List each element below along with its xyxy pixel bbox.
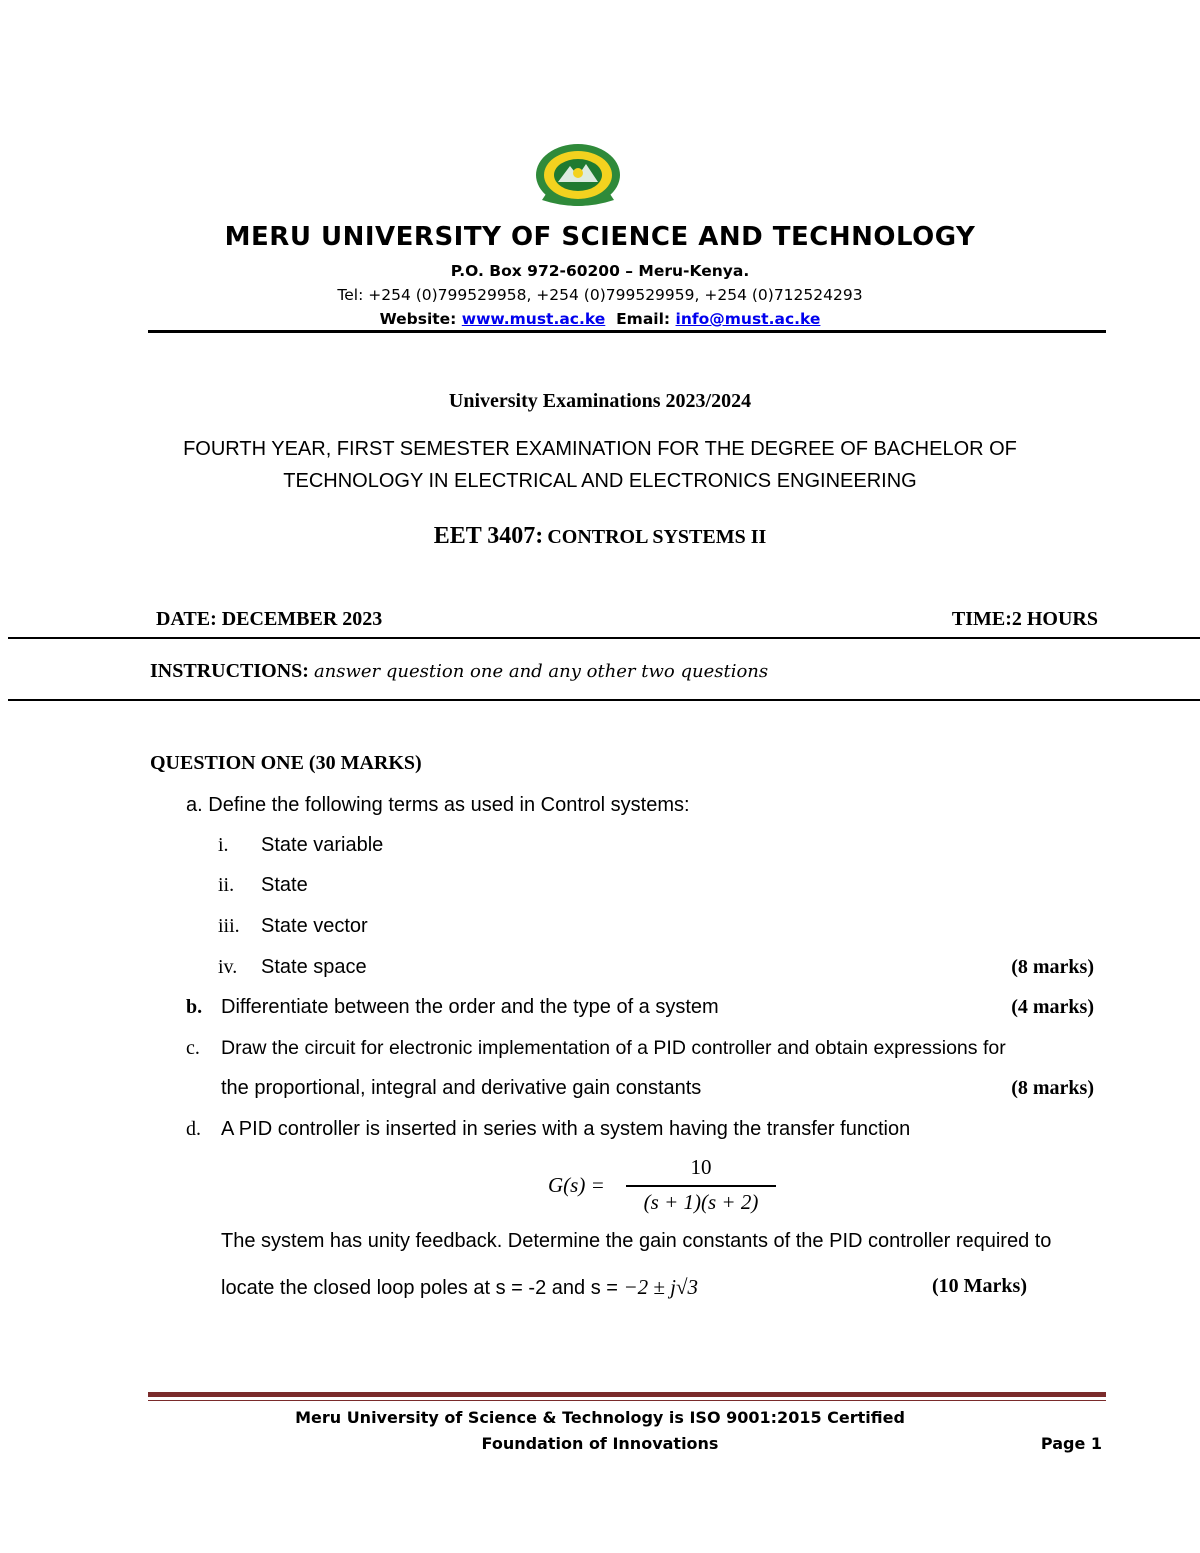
list-item-text: State vector xyxy=(261,915,368,937)
course-title: CONTROL SYSTEMS II xyxy=(547,526,767,548)
question-b-label: b. xyxy=(186,996,203,1018)
course-code: EET 3407: xyxy=(433,523,544,549)
university-crest-icon xyxy=(528,142,628,214)
instructions-divider xyxy=(8,699,1200,701)
instructions-label: INSTRUCTIONS: xyxy=(150,660,309,682)
question-a xyxy=(186,794,690,817)
email-label: Email: xyxy=(616,310,671,328)
program-line-1: FOURTH YEAR, FIRST SEMESTER EXAMINATION FOR THE DEGREE OF BACHELOR OF xyxy=(183,438,1017,460)
question-c-label: c. xyxy=(186,1037,200,1059)
exam-time: TIME:2 HOURS xyxy=(951,608,1098,630)
footer-divider-thick xyxy=(148,1392,1106,1397)
program-line-2: TECHNOLOGY IN ELECTRICAL AND ELECTRONICS ENGINEERING xyxy=(283,470,917,492)
website-link[interactable]: www.must.ac.ke xyxy=(461,310,606,328)
list-item-text: State variable xyxy=(261,834,384,856)
question-a-label: a. xyxy=(186,794,203,816)
footer-divider-thin xyxy=(148,1400,1106,1401)
website-label: Website: xyxy=(379,310,457,328)
course-title-line xyxy=(0,523,1200,550)
list-item: iii. xyxy=(218,915,240,937)
contact-line xyxy=(0,310,1200,328)
list-item: i. xyxy=(218,834,229,856)
page-number: Page 1 xyxy=(1040,1434,1102,1453)
question-d-label: d. xyxy=(186,1118,201,1140)
question-d-line-2: The system has unity feedback. Determine the gain constants of the PID controller required to xyxy=(221,1230,1052,1252)
exam-date: DATE: DECEMBER 2023 xyxy=(156,608,383,630)
list-item-text: State space xyxy=(261,956,367,978)
header-divider xyxy=(148,330,1106,333)
formula-denominator: (s + 1)(s + 2) xyxy=(643,1190,759,1214)
formula-numerator: 10 xyxy=(690,1155,712,1179)
email-link[interactable]: info@must.ac.ke xyxy=(675,310,821,328)
list-item: iv. xyxy=(218,956,238,978)
question-d-text: A PID controller is inserted in series with a system having the transfer function xyxy=(221,1118,911,1140)
footer-motto: Foundation of Innovations xyxy=(481,1434,719,1453)
pole-expression: −2 ± j√3 xyxy=(623,1275,699,1299)
footer-iso: Meru University of Science & Technology is ISO 9001:2015 Certified xyxy=(295,1408,905,1427)
fraction-bar xyxy=(626,1185,776,1187)
question-b-marks: (4 marks) xyxy=(1011,996,1094,1018)
question-c-line-2: the proportional, integral and derivative gain constants xyxy=(221,1077,702,1099)
question-c-marks: (8 marks) xyxy=(1011,1077,1094,1099)
exam-session: University Examinations 2023/2024 xyxy=(448,390,752,412)
instructions xyxy=(150,660,768,683)
university-name: MERU UNIVERSITY OF SCIENCE AND TECHNOLOGY xyxy=(224,222,976,252)
question-b-text: Differentiate between the order and the type of a system xyxy=(221,996,719,1018)
date-divider xyxy=(8,637,1200,639)
question-d-line-3-text: locate the closed loop poles at s = -2 and s = xyxy=(221,1277,624,1299)
formula-lhs: G(s) = xyxy=(548,1173,605,1197)
question-c-line-1: Draw the circuit for electronic implementation of a PID controller and obtain expressions for xyxy=(221,1037,1006,1059)
list-item-text: State xyxy=(261,874,308,896)
question-a-text: Define the following terms as used in Control systems: xyxy=(208,794,690,816)
question-a-marks: (8 marks) xyxy=(1011,956,1094,978)
instructions-text: answer question one and any other two questions xyxy=(313,661,769,682)
po-box: P.O. Box 972-60200 – Meru-Kenya. xyxy=(450,262,750,280)
question-d-line-3 xyxy=(221,1275,698,1300)
telephone: Tel: +254 (0)799529958, +254 (0)799529959, +254 (0)712524293 xyxy=(337,286,863,304)
question-d-marks: (10 Marks) xyxy=(932,1275,1027,1297)
list-item: ii. xyxy=(218,874,235,896)
question-one-heading: QUESTION ONE (30 MARKS) xyxy=(150,752,422,774)
